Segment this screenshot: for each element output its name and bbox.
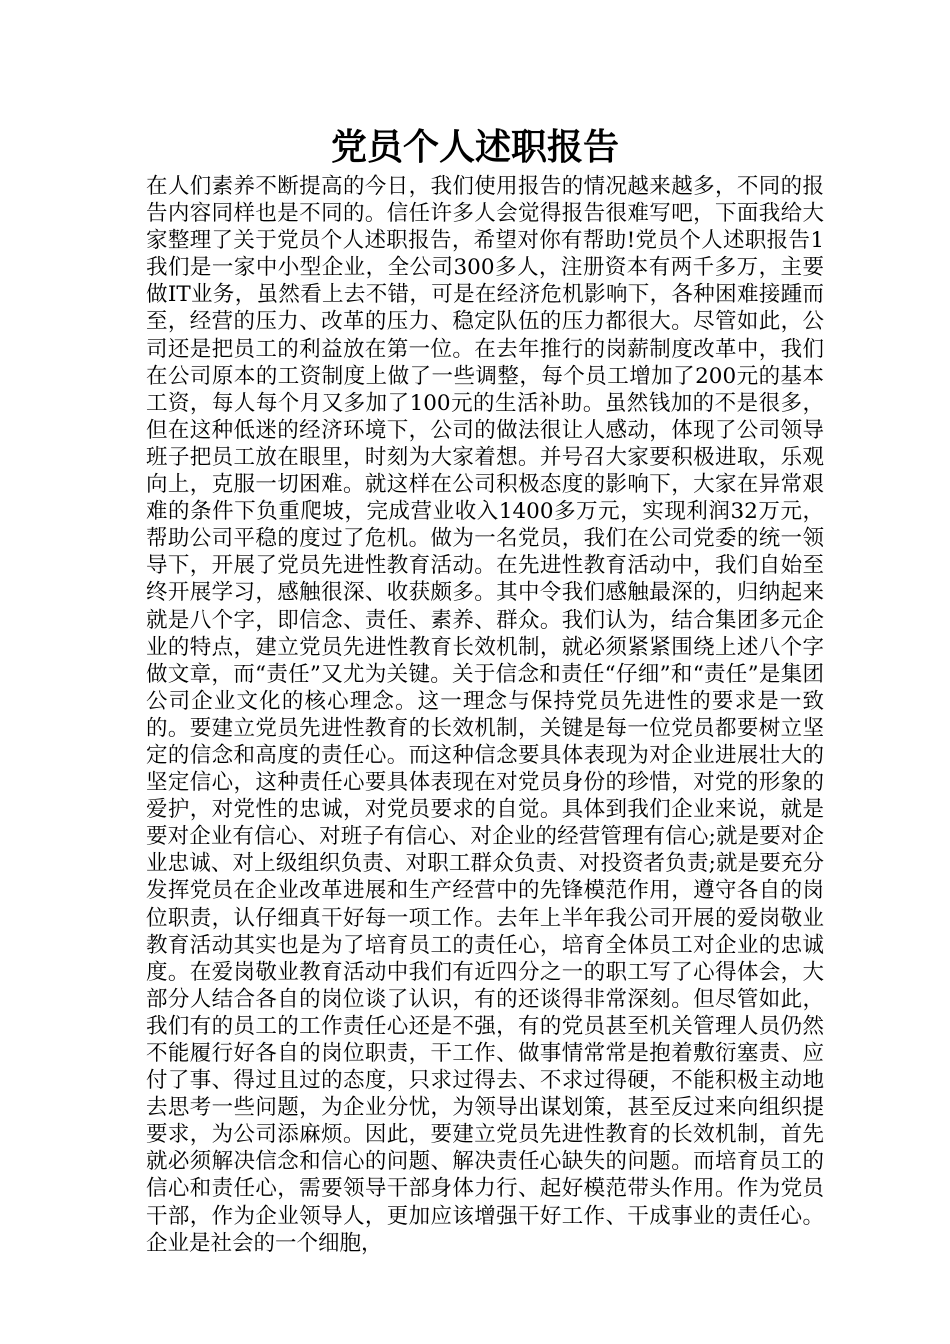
document-body: 在人们素养不断提高的今日，我们使用报告的情况越来越多，不同的报告内容同样也是不同的。信任许多人会觉得报告很难写吧，下面我给大家整理了关于党员个人述职报告，希望对你有帮助!党员个人述职报告1我们是一家中小型企业，全公司300多人，注册资本有两千多万，主要做IT业务，虽然看上去不错，可是在经济危机影响下，各种困难接踵而至，经营的压力、改革的压力、稳定队伍的压力都很大。尽管如此，公司还是把员工的利益放在第一位。在去年推行的岗薪制度改革中，我们在公司原本的工资制度上做了一些调整，每个员工增加了200元的基本工资，每人每个月又多加了100元的生活补助。虽然钱加的不是很多，但在这种低迷的经济环境下，公司的做法很让人感动，体现了公司领导班子把员工放在眼里，时刻为大家着想。并号召大家要积极进取，乐观向上，克服一切困难。就这样在公司积极态度的影响下，大家在异常艰难的条件下负重爬坡，完成营业收入1400多万元，实现利润32万元，帮助公司平稳的度过了危机。做为一名党员，我们在公司党委的统一领导下，开展了党员先进性教育活动。在先进性教育活动中，我们自始至终开展学习，感触很深、收获颇多。其中令我们感触最深的，归纳起来就是八个字，即信念、责任、素养、群众。我们认为，结合集团多元企业的特点，建立党员先进性教育长效机制，就必须紧紧围绕上述八个字做文章，而“责任”又尤为关键。关于信念和责任“仔细”和“责任”是集团公司企业文化的核心理念。这一理念与保持党员先进性的要求是一致的。要建立党员先进性教育的长效机制，关键是每一位党员都要树立坚定的信念和高度的责任心。而这种信念要具体表现为对企业进展壮大的坚定信心，这种责任心要具体表现在对党员身份的珍惜，对党的形象的爱护，对党性的忠诚，对党员要求的自觉。具体到我们企业来说，就是要对企业有信心、对班子有信心、对企业的经营管理有信心;就是要对企业忠诚、对上级组织负责、对职工群众负责、对投资者负责;就是要充分发挥党员在企业改革进展和生产经营中的先锋模范作用，遵守各自的岗位职责，认仔细真干好每一项工作。去年上半年我公司开展的爱岗敬业教育活动其实也是为了培育员工的责任心，培育全体员工对企业的忠诚度。在爱岗敬业教育活动中我们有近四分之一的职工写了心得体会，大部分人结合各自的岗位谈了认识，有的还谈得非常深刻。但尽管如此，我们有的员工的工作责任心还是不强，有的党员甚至机关管理人员仍然不能履行好各自的岗位职责，干工作、做事情常常是抱着敷衍塞责、应付了事、得过且过的态度，只求过得去、不求过得硬，不能积极主动地去思考一些问题，为企业分忧，为领导出谋划策，甚至反过来向组织提要求，为公司添麻烦。因此，要建立党员先进性教育的长效机制，首先就必须解决信念和信心的问题、解决责任心缺失的问题。而培育员工的信心和责任心，需要领导干部身体力行、起好模范带头作用。作为党员干部，作为企业领导人，更加应该增强干好工作、干成事业的责任心。企业是社会的一个细胞， [146, 174, 824, 1256]
document-title: 党员个人述职报告 [330, 127, 619, 168]
